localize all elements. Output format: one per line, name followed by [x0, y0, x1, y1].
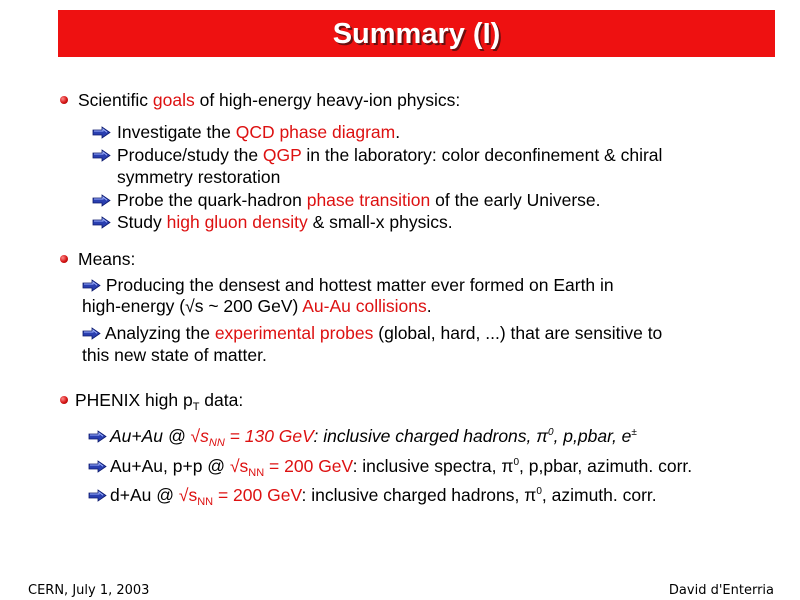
arrow-icon [82, 327, 101, 340]
arrow-icon [88, 430, 107, 443]
arrow-icon [92, 149, 111, 162]
means-item-2: Analyzing the experimental probes (global, hard, ...) that are sensitive to [82, 323, 662, 344]
goals-item-4: Study high gluon density & small-x physics. [92, 212, 453, 233]
means-item-2-continued: this new state of matter. [82, 345, 267, 365]
goals-item-3: Probe the quark-hadron phase transition of the early Universe. [92, 190, 601, 211]
footer-left: CERN, July 1, 2003 [28, 583, 150, 598]
slide-title: Summary (I) [332, 18, 501, 50]
arrow-icon [92, 194, 111, 207]
means-item-1: Producing the densest and hottest matter ever formed on Earth in [82, 275, 614, 296]
means-item-1-continued: high-energy (√s ~ 200 GeV) Au-Au collisions. [82, 296, 432, 316]
arrow-icon [88, 460, 107, 473]
means-heading: Means: [78, 249, 136, 269]
arrow-icon [92, 126, 111, 139]
goals-item-1: Investigate the QCD phase diagram. [92, 122, 400, 143]
title-bar [58, 10, 775, 57]
footer-right: David d'Enterria [668, 583, 774, 598]
arrow-icon [92, 216, 111, 229]
goals-item-2: Produce/study the QGP in the laboratory: color deconfinement & chiral [92, 145, 662, 166]
phenix-heading: PHENIX high $p_T$ data: [75, 390, 244, 413]
bullet-icon [60, 255, 68, 263]
arrow-icon [88, 489, 107, 502]
goals-heading: Scientific goals of high-energy heavy-ion physics: [78, 90, 461, 110]
goals-item-2-continued: symmetry restoration [117, 167, 281, 187]
bullet-icon [60, 396, 68, 404]
phenix-row-2: Au+Au, p+p @ $√s_{NN} = 200$ GeV: inclusive spectra, $\pi^0$, p,pbar, azimuth. corr. [88, 456, 692, 477]
phenix-row-1: Au+Au @ $√s_{NN} = 130$ GeV: inclusive charged hadrons, $\pi^0$, p,pbar, e± [88, 426, 637, 447]
bullet-icon [60, 96, 68, 104]
phenix-row-3: d+Au @ $√s_{NN} = 200$ GeV: inclusive charged hadrons, $\pi^0$, azimuth. corr. [88, 485, 657, 506]
arrow-icon [82, 279, 101, 292]
